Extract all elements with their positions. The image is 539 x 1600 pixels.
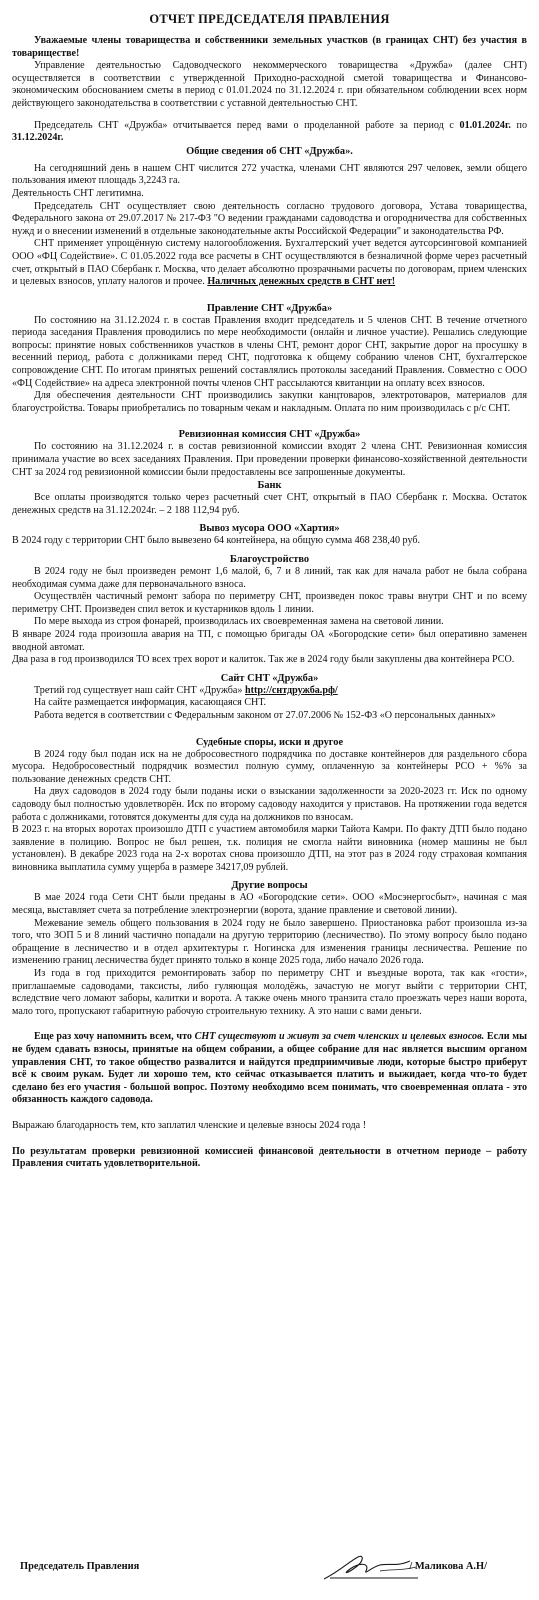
site-intro-paragraph [12, 685, 527, 698]
report-period-text: Председатель СНТ «Дружба» отчитывается перед вами о проделанной работе за период с [34, 119, 460, 131]
garbage-paragraph: В 2024 году с территории СНТ было вывезено 64 контейнера, на общую сумма 468 238,40 руб. [12, 535, 421, 547]
greeting: Уважаемые члены товарищества и собственники земельных участков (в границах СНТ) без участия в товариществе! [12, 35, 527, 59]
bank-paragraph: Все оплаты производятся только через расчетный счет СНТ, открытый в ПАО Сбербанк г. Москва. Остаток денежных средств на 31.12.2024г. – 2 188 112,94 руб. [12, 492, 527, 516]
signature-block [20, 1555, 527, 1585]
site-law-paragraph: Работа ведется в соответствии с Федеральным законом от 27.07.2006 № 152-ФЗ «О персональных данных» [34, 709, 496, 721]
general-legal-basis-paragraph: Председатель СНТ осуществляет свою деятельность согласно трудового договора, Устава товарищества, Федерального закона от 29.07.2017 № 217-ФЗ "О ведении гражданами садоводства и огородничества для собственных нужд и о внесении изменений в отдельные законодательные акты Российской Федерации" и законодательства РФ. [12, 200, 527, 237]
section-heading-audit: Ревизионная комиссия СНТ «Дружба» [178, 429, 361, 441]
general-accounting-paragraph [12, 238, 527, 288]
section-heading-board: Правление СНТ «Дружба» [206, 302, 333, 314]
appeal-emphasis: СНТ существуют и живут за счет членских и целевых взносов. [194, 1031, 485, 1043]
disputes-accident-paragraph: В 2023 г. на вторых воротах произошло ДТП с участием автомобиля марки Тайота Камри. По факту ДТП было подано заявление в полицию. Вопрос не был решен, т.к. полиция не смогла найти виновника (номер машины не был установлен). В декабре 2023 года на 2-х воротах снова произошло ДТП, на этот раз в 2024 году страховая компания виновника выплатила сумму ущерба в размере 34217,09 рублей. [12, 824, 527, 873]
conclusion-paragraph: По результатам проверки ревизионной комиссией финансовой деятельности в отчетном периоде – работу Правления считать удовлетворительной. [12, 1145, 527, 1170]
site-intro-text: Третий год существует наш сайт СНТ «Дружба» [34, 684, 245, 696]
period-end-date: 31.12.2024г. [12, 132, 64, 144]
disputes-contractor-paragraph: В 2024 году был подан иск на не добросовестного подрядчика по доставке контейнеров для раздельного сбора мусора. Недобросовестный подрядчик возместил полную сумму, оплаченную за контейнеры РСО + %% за пользование денежных средств СНТ. [12, 748, 527, 785]
section-heading-other: Другие вопросы [231, 880, 308, 892]
appeal-paragraph [12, 1031, 527, 1107]
site-link[interactable]: http://снтдружба.рф/ [244, 684, 338, 696]
other-surveying-paragraph: Межевание земель общего пользования в 2024 году не было завершено. Приостановка работ произошла из-за того, что ЗОП 5 и 8 линий частично попадали на другую территорию (лесничество). По этому вопросу было подано обращение в лесничество и в отдел архитектуры г. Ногинска для изменения границы лесничества. Решение по изменению границ лесничества будет принято только в конце 2025 года, либо начало 2026 года. [12, 917, 527, 967]
signature-title: Председатель Правления [20, 1561, 140, 1572]
section-heading-general: Общие сведения об СНТ «Дружба». [186, 145, 353, 157]
improvement-lamps-paragraph: По мере выхода из строя фонарей, производилась их своевременная замена на световой линии. [34, 616, 444, 628]
report-period-paragraph [12, 120, 527, 145]
section-heading-site: Сайт СНТ «Дружба» [220, 672, 319, 684]
improvement-accident-paragraph: В январе 2024 года произошла авария на ТП, с помощью бригады ОА «Богородские сети» был оперативно заменен вводной автомат. [12, 628, 527, 653]
section-heading-disputes: Судебные споры, иски и другое [195, 736, 344, 748]
page-title: ОТЧЕТ ПРЕДСЕДАТЕЛЯ ПРАВЛЕНИЯ [149, 12, 390, 26]
section-heading-garbage: Вывоз мусора ООО «Хартия» [199, 523, 340, 535]
general-legitimacy-paragraph: Деятельность СНТ легитимна. [12, 187, 144, 199]
signature-name: / Маликова А.Н/ [409, 1561, 487, 1572]
disputes-debtors-paragraph: На двух садоводов в 2024 году были поданы иски о взыскании задолженности за 2020-2023 гг. Иск по одному садоводу был полностью удовлетворён. Иск по второму садоводу находится у приставов. На протяжении года ведется работа с должниками, готовятся документы для суда на должников по взносам. [12, 786, 527, 823]
other-fence-paragraph: Из года в год приходится ремонтировать забор по периметру СНТ и въездные ворота, так как «гости», приглашаемые садоводами, таксисты, либо гуляющая молодёжь, зачастую не могут выйти с территории СНТ, вследствие чего ломают заборы, калитки и ворота. А также очень много транзита стало проезжать через наши ворота, мало того, пропускают габаритную рабочую строительную технику. А это наши с вами деньги. [12, 968, 527, 1017]
board-activity-paragraph: По состоянию на 31.12.2024 г. в состав Правления входит председатель и 5 членов СНТ. В течение отчетного периода заседания Правления проводились по мере необходимости (онлайн и личное участие). Решались следующие вопросы: принятие новых собственников участков в члены СНТ, ремонт дорог СНТ, закрытие дорог на просушку в весенний период, работа с должниками перед СНТ, подготовка к общему собранию членов СНТ, бухгалтерское сопровождение СНТ. По итогам принятых решений составлялись протоколы заседаний Правления. Совместно с ООО «ФЦ Содействие» на адреса электронной почты членов СНТ рассылаются квитанции на оплату всех взносов. [12, 314, 527, 389]
other-networks-paragraph: В мае 2024 года Сети СНТ были преданы в АО «Богородские сети». ООО «Мосэнергосбыт», начиная с мая месяца, выставляет счета за потребление электроэнергии (ворота, здание правление и световой линии). [12, 892, 527, 917]
period-start-date: 01.01.2024г. [459, 119, 511, 131]
improvement-roads-paragraph: В 2024 году не был произведен ремонт 1,6 малой, 6, 7 и 8 линий, так как для начала работ не была собрана необходимая сумма даже для первоначального взноса. [12, 566, 527, 590]
appeal-text-start: Еще раз хочу напомнить всем, что [34, 1031, 195, 1043]
audit-paragraph: По состоянию на 31.12.2024 г. в состав ревизионной комиссии входят 2 члена СНТ. Ревизионная комиссия принимала участие во всех заседаниях Правления. При проведении проверки финансово-хозяйственной деятельности СНТ за 2024 год ревизионной комиссии были предоставлены все запрошенные документы. [12, 441, 527, 478]
section-heading-bank: Банк [257, 480, 282, 492]
intro-paragraph: Управление деятельностью Садоводческого некоммерческого товарищества «Дружба» (далее СНТ) осуществляется в соответствии с утвержденной Приходно-расходной сметой товарищества и Финансово-экономическим обоснованием сметы в период с 01.01.2024 по 31.12.2024 г. при обязательном соблюдении всех норм действующего законодательства в соответствии с уставной деятельностью СНТ. [12, 60, 527, 109]
no-cash-notice: Наличных денежных средств в СНТ нет! [207, 276, 396, 288]
improvement-fence-paragraph: Осуществлён частичный ремонт забора по периметру СНТ, произведен покос травы внутри СНТ и по всему периметру СНТ. Произведен спил веток и кустарников вдоль 1 линии. [12, 591, 527, 615]
general-plots-paragraph: На сегодняшний день в нашем СНТ числится 272 участка, членами СНТ являются 297 человек, земли общего пользования имеют площадь 3,2243 га. [12, 162, 527, 187]
section-heading-improvement: Благоустройство [229, 554, 310, 565]
period-connector: по [510, 119, 527, 131]
thanks-line: Выражаю благодарность тем, кто заплатил членские и целевые взносы 2024 года ! [12, 1119, 367, 1131]
improvement-gates-paragraph: Два раза в год производился ТО всех трех ворот и калиток. Так же в 2024 году были закуплены два контейнера РСО. [12, 654, 515, 666]
general-accounting-text: СНТ применяет упрощённую систему налогообложения. Бухгалтерский учет ведется аутсорсинговой компанией ООО «ФЦ Содействие». С 01.05.2022 года все расчеты в СНТ осуществляются в безналичной форме через расчетный счет, открытый в ПАО Сбербанк г. Москва, что делает абсолютно прозрачными расчеты по договорам, прием членских и целевых взносов, уплату налогов и прочее. [12, 238, 527, 288]
appeal-text-end: Если мы не будем сдавать взносы, принятые на общем собрании, а общее собрание для нас является высшим органом управления СНТ, то такое общество развалится и найдутся предприимчивые люди, которые быстро приберут всё к своим рукам. Будет ли хорошо тем, кто сейчас отказывается платить и выжидает, когда что-то будет сделано без его участия - большой вопрос. Поэтому необходимо всем понимать, что своевременная оплата - это обязанность каждого садовода. [12, 1031, 527, 1106]
site-content-paragraph: На сайте размещается информация, касающаяся СНТ. [34, 697, 267, 709]
board-purchases-paragraph: Для обеспечения деятельности СНТ производились закупки канцтоваров, электротоваров, материалов для благоустройства. Товары приобретались по товарным чекам и накладным. Оплата по ним производилась с р/с СНТ. [12, 390, 527, 414]
